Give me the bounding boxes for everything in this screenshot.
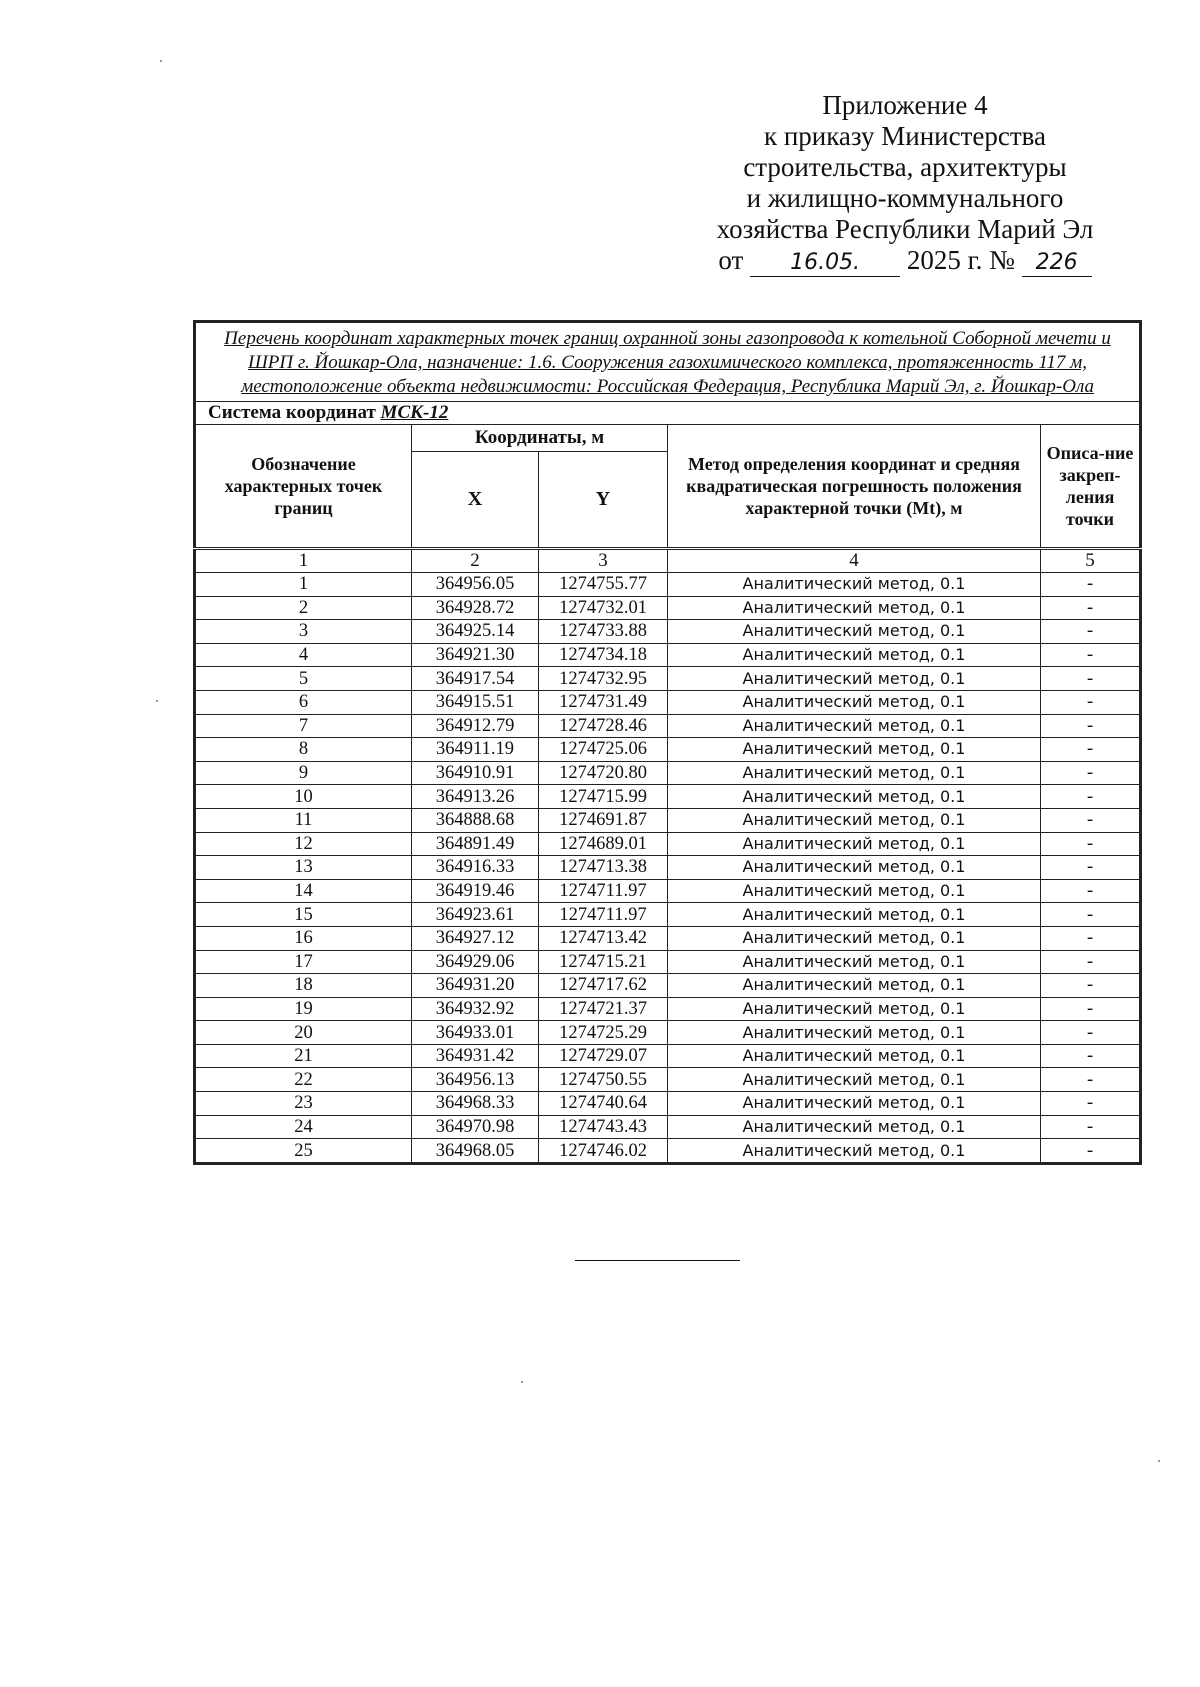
point-number-cell: 23 [195,1092,412,1116]
point-number-cell: 18 [195,974,412,998]
description-cell: - [1041,738,1141,762]
x-coordinate-cell: 364912.79 [412,714,539,738]
point-number-cell: 20 [195,1021,412,1045]
point-number-cell: 17 [195,950,412,974]
x-coordinate-cell: 364932.92 [412,997,539,1021]
header-description: Описа-ние закреп-ления точки [1041,425,1141,549]
method-cell: Аналитический метод, 0.1 [668,1021,1041,1045]
method-cell: Аналитический метод, 0.1 [668,1068,1041,1092]
y-coordinate-cell: 1274746.02 [539,1139,668,1164]
method-cell: Аналитический метод, 0.1 [668,620,1041,644]
table-row [195,1044,1141,1068]
x-coordinate-cell: 364923.61 [412,903,539,927]
method-cell: Аналитический метод, 0.1 [668,785,1041,809]
handwritten-order-number: 226 [1022,250,1092,277]
header-coordinates: Координаты, м [412,425,668,452]
table-row [195,667,1141,691]
coordinate-system-row [195,402,1141,425]
table-row [195,926,1141,950]
description-cell: - [1041,997,1141,1021]
table-row [195,974,1141,998]
description-cell: - [1041,573,1141,597]
column-number: 1 [195,549,412,573]
x-coordinate-cell: 364910.91 [412,761,539,785]
header-y: Y [539,452,668,549]
order-date-line [690,245,1120,277]
point-number-cell: 15 [195,903,412,927]
ministry-line-1: строительства, архитектуры [743,152,1067,182]
table-row [195,1092,1141,1116]
description-cell: - [1041,856,1141,880]
x-coordinate-cell: 364927.12 [412,926,539,950]
y-coordinate-cell: 1274725.06 [539,738,668,762]
description-cell: - [1041,785,1141,809]
y-coordinate-cell: 1274713.42 [539,926,668,950]
description-cell: - [1041,974,1141,998]
description-cell: - [1041,667,1141,691]
point-number-cell: 13 [195,856,412,880]
column-number: 2 [412,549,539,573]
method-cell: Аналитический метод, 0.1 [668,832,1041,856]
y-coordinate-cell: 1274689.01 [539,832,668,856]
table-row [195,690,1141,714]
table-row [195,997,1141,1021]
table-row [195,785,1141,809]
table-row [195,620,1141,644]
table-row [195,738,1141,762]
y-coordinate-cell: 1274713.38 [539,856,668,880]
x-coordinate-cell: 364956.13 [412,1068,539,1092]
y-coordinate-cell: 1274740.64 [539,1092,668,1116]
y-coordinate-cell: 1274729.07 [539,1044,668,1068]
description-cell: - [1041,596,1141,620]
method-cell: Аналитический метод, 0.1 [668,1092,1041,1116]
scan-speck [160,60,162,62]
method-cell: Аналитический метод, 0.1 [668,926,1041,950]
method-cell: Аналитический метод, 0.1 [668,997,1041,1021]
point-number-cell: 4 [195,643,412,667]
x-coordinate-cell: 364888.68 [412,808,539,832]
y-coordinate-cell: 1274715.99 [539,785,668,809]
description-cell: - [1041,690,1141,714]
point-number-cell: 16 [195,926,412,950]
y-coordinate-cell: 1274734.18 [539,643,668,667]
table-row [195,1021,1141,1045]
table-row [195,1115,1141,1139]
point-number-cell: 21 [195,1044,412,1068]
description-cell: - [1041,926,1141,950]
header-designation: Обозначение характерных точек границ [195,425,412,549]
y-coordinate-cell: 1274691.87 [539,808,668,832]
table-row [195,573,1141,597]
coordinate-system-value: МСК-12 [380,402,449,423]
method-cell: Аналитический метод, 0.1 [668,903,1041,927]
method-cell: Аналитический метод, 0.1 [668,1044,1041,1068]
x-coordinate-cell: 364970.98 [412,1115,539,1139]
table-title-row [195,322,1141,402]
table-row [195,808,1141,832]
x-coordinate-cell: 364968.33 [412,1092,539,1116]
y-coordinate-cell: 1274728.46 [539,714,668,738]
column-numbers-row [195,549,1141,573]
description-cell: - [1041,903,1141,927]
point-number-cell: 25 [195,1139,412,1164]
scan-speck [1158,1460,1160,1462]
y-coordinate-cell: 1274733.88 [539,620,668,644]
method-cell: Аналитический метод, 0.1 [668,738,1041,762]
method-cell: Аналитический метод, 0.1 [668,714,1041,738]
handwritten-date: 16.05. [750,250,900,277]
method-cell: Аналитический метод, 0.1 [668,1139,1041,1164]
column-number: 4 [668,549,1041,573]
table-title: Перечень координат характерных точек границ охранной зоны газопровода к котельной Соборной мечети и ШРП г. Йошкар-Ола, назначение: 1.6. Сооружения газохимического комплекса, протяженность 117 м, местоположение объекта недвижимости: Российская Федерация, Республика Марий Эл, г. Йошкар-Ола [195,322,1141,402]
x-coordinate-cell: 364933.01 [412,1021,539,1045]
y-coordinate-cell: 1274732.01 [539,596,668,620]
y-coordinate-cell: 1274755.77 [539,573,668,597]
y-coordinate-cell: 1274732.95 [539,667,668,691]
point-number-cell: 8 [195,738,412,762]
method-cell: Аналитический метод, 0.1 [668,974,1041,998]
end-of-document-rule [575,1260,740,1261]
x-coordinate-cell: 364891.49 [412,832,539,856]
table-row [195,643,1141,667]
appendix-title: Приложение 4 [822,90,988,120]
point-number-cell: 2 [195,596,412,620]
x-coordinate-cell: 364919.46 [412,879,539,903]
table-row [195,879,1141,903]
description-cell: - [1041,620,1141,644]
method-cell: Аналитический метод, 0.1 [668,808,1041,832]
coordinate-system-label: Система координат [208,402,376,423]
x-coordinate-cell: 364931.20 [412,974,539,998]
year-and-number-label: 2025 г. № [906,245,1015,275]
scan-speck [521,1381,523,1383]
column-number: 5 [1041,549,1141,573]
order-reference-line: к приказу Министерства [763,121,1047,151]
document-header [690,90,1120,277]
header-row-1 [195,425,1141,452]
description-cell: - [1041,808,1141,832]
method-cell: Аналитический метод, 0.1 [668,667,1041,691]
y-coordinate-cell: 1274721.37 [539,997,668,1021]
y-coordinate-cell: 1274750.55 [539,1068,668,1092]
coordinates-table [193,320,1142,1165]
description-cell: - [1041,643,1141,667]
x-coordinate-cell: 364911.19 [412,738,539,762]
point-number-cell: 12 [195,832,412,856]
table-row [195,903,1141,927]
ministry-line-2: и жилищно-коммунального [746,183,1064,213]
table-row [195,856,1141,880]
table-row [195,1139,1141,1164]
table-row [195,950,1141,974]
method-cell: Аналитический метод, 0.1 [668,596,1041,620]
y-coordinate-cell: 1274720.80 [539,761,668,785]
method-cell: Аналитический метод, 0.1 [668,1115,1041,1139]
header-method: Метод определения координат и средняя квадратическая погрешность положения характерной точки (Mt), м [668,425,1041,549]
y-coordinate-cell: 1274731.49 [539,690,668,714]
method-cell: Аналитический метод, 0.1 [668,950,1041,974]
point-number-cell: 11 [195,808,412,832]
header-x: X [412,452,539,549]
y-coordinate-cell: 1274717.62 [539,974,668,998]
description-cell: - [1041,714,1141,738]
point-number-cell: 10 [195,785,412,809]
method-cell: Аналитический метод, 0.1 [668,761,1041,785]
method-cell: Аналитический метод, 0.1 [668,643,1041,667]
y-coordinate-cell: 1274743.43 [539,1115,668,1139]
point-number-cell: 24 [195,1115,412,1139]
method-cell: Аналитический метод, 0.1 [668,879,1041,903]
y-coordinate-cell: 1274711.97 [539,903,668,927]
scan-speck [156,700,158,702]
description-cell: - [1041,761,1141,785]
column-number: 3 [539,549,668,573]
point-number-cell: 14 [195,879,412,903]
ministry-line-3: хозяйства Республики Марий Эл [716,214,1094,244]
x-coordinate-cell: 364916.33 [412,856,539,880]
x-coordinate-cell: 364929.06 [412,950,539,974]
point-number-cell: 3 [195,620,412,644]
table-row [195,761,1141,785]
description-cell: - [1041,1044,1141,1068]
point-number-cell: 22 [195,1068,412,1092]
table-row [195,1068,1141,1092]
x-coordinate-cell: 364956.05 [412,573,539,597]
x-coordinate-cell: 364925.14 [412,620,539,644]
description-cell: - [1041,1115,1141,1139]
x-coordinate-cell: 364915.51 [412,690,539,714]
point-number-cell: 5 [195,667,412,691]
method-cell: Аналитический метод, 0.1 [668,856,1041,880]
x-coordinate-cell: 364931.42 [412,1044,539,1068]
x-coordinate-cell: 364913.26 [412,785,539,809]
method-cell: Аналитический метод, 0.1 [668,690,1041,714]
description-cell: - [1041,1092,1141,1116]
y-coordinate-cell: 1274715.21 [539,950,668,974]
table-row [195,832,1141,856]
y-coordinate-cell: 1274711.97 [539,879,668,903]
coordinate-system-cell [195,402,1141,425]
description-cell: - [1041,879,1141,903]
description-cell: - [1041,1139,1141,1164]
point-number-cell: 9 [195,761,412,785]
description-cell: - [1041,1021,1141,1045]
x-coordinate-cell: 364917.54 [412,667,539,691]
description-cell: - [1041,832,1141,856]
table-row [195,714,1141,738]
point-number-cell: 6 [195,690,412,714]
point-number-cell: 19 [195,997,412,1021]
description-cell: - [1041,1068,1141,1092]
point-number-cell: 7 [195,714,412,738]
x-coordinate-cell: 364928.72 [412,596,539,620]
method-cell: Аналитический метод, 0.1 [668,573,1041,597]
x-coordinate-cell: 364968.05 [412,1139,539,1164]
x-coordinate-cell: 364921.30 [412,643,539,667]
y-coordinate-cell: 1274725.29 [539,1021,668,1045]
description-cell: - [1041,950,1141,974]
date-prefix: от [718,245,744,275]
table-row [195,596,1141,620]
point-number-cell: 1 [195,573,412,597]
